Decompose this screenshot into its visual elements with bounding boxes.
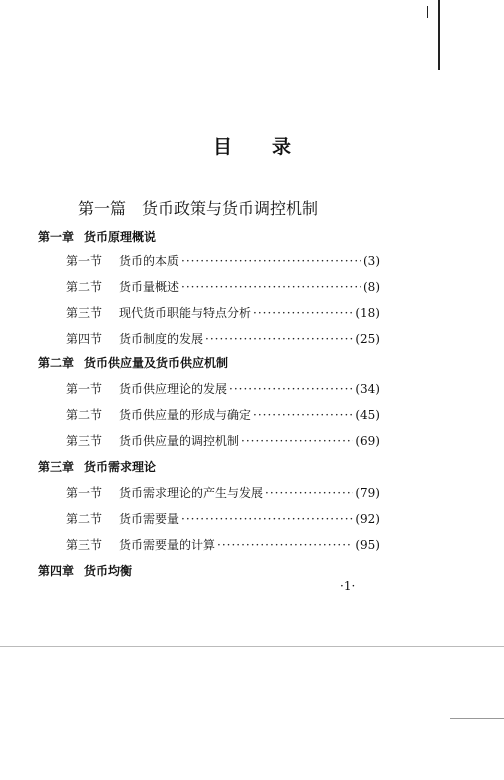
section-page: (3): [363, 254, 380, 268]
scan-edge-mark: [438, 0, 440, 70]
section-page: (25): [355, 332, 380, 346]
section-page: (95): [355, 538, 380, 552]
scan-rule: [0, 646, 504, 647]
chapter-heading[interactable]: [38, 458, 156, 475]
chapter-number: 第三章: [38, 460, 75, 474]
section-number: 第二节: [66, 512, 103, 526]
section-page: (45): [355, 408, 380, 422]
page-number: ·1·: [340, 579, 356, 593]
chapter-heading[interactable]: [38, 354, 228, 371]
section-name: 货币供应理论的发展: [119, 382, 228, 396]
chapter-name: 货币需求理论: [84, 460, 157, 474]
leader-dots: [229, 382, 353, 396]
section-name: 现代货币职能与特点分析: [119, 306, 252, 320]
chapter-heading[interactable]: [38, 562, 132, 579]
toc-entry[interactable]: [66, 510, 380, 527]
chapter-number: 第一章: [38, 230, 75, 244]
section-name: 货币制度的发展: [119, 332, 204, 346]
toc-title-char: 目: [212, 136, 232, 158]
leader-dots: [265, 486, 353, 500]
toc-entry[interactable]: [66, 380, 380, 397]
leader-dots: [181, 512, 353, 526]
section-name: 货币需要量的计算: [119, 538, 216, 552]
chapter-number: 第二章: [38, 356, 75, 370]
leader-dots: [253, 306, 353, 320]
section-number: 第二节: [66, 408, 103, 422]
leader-dots: [241, 434, 353, 448]
section-number: 第一节: [66, 254, 103, 268]
part-title: 第一篇 货币政策与货币调控机制: [78, 199, 319, 218]
section-page: (18): [355, 306, 380, 320]
leader-dots: [217, 538, 353, 552]
chapter-name: 货币均衡: [84, 564, 133, 578]
toc-entry[interactable]: [66, 406, 380, 423]
section-page: (92): [355, 512, 380, 526]
section-page: (69): [355, 434, 380, 448]
section-page: (34): [355, 382, 380, 396]
section-number: 第一节: [66, 382, 103, 396]
section-page: (79): [355, 486, 380, 500]
toc-entry[interactable]: [66, 432, 380, 449]
section-name: 货币的本质: [119, 254, 180, 268]
leader-dots: [253, 408, 353, 422]
chapter-name: 货币供应量及货币供应机制: [84, 356, 229, 370]
section-name: 货币需要量: [119, 512, 180, 526]
toc-entry[interactable]: [66, 304, 380, 321]
section-number: 第一节: [66, 486, 103, 500]
leader-dots: [181, 254, 361, 268]
section-number: 第二节: [66, 280, 103, 294]
section-number: 第四节: [66, 332, 103, 346]
section-name: 货币需求理论的产生与发展: [119, 486, 264, 500]
chapter-heading[interactable]: [38, 228, 156, 245]
section-number: 第三节: [66, 538, 103, 552]
section-name: 货币供应量的调控机制: [119, 434, 240, 448]
leader-dots: [181, 280, 361, 294]
section-number: 第三节: [66, 306, 103, 320]
section-name: 货币量概述: [119, 280, 180, 294]
scan-edge-mark: [427, 6, 428, 18]
leader-dots: [205, 332, 353, 346]
toc-entry[interactable]: [66, 330, 380, 347]
scan-rule: [450, 718, 504, 719]
chapter-number: 第四章: [38, 564, 75, 578]
toc-title: [0, 132, 504, 159]
toc-entry[interactable]: [66, 278, 380, 295]
section-page: (8): [363, 280, 380, 294]
chapter-name: 货币原理概说: [84, 230, 157, 244]
toc-entry[interactable]: [66, 536, 380, 553]
toc-entry[interactable]: [66, 484, 380, 501]
section-number: 第三节: [66, 434, 103, 448]
toc-title-char: 录: [272, 136, 292, 158]
toc-entry[interactable]: [66, 252, 380, 269]
section-name: 货币供应量的形成与确定: [119, 408, 252, 422]
